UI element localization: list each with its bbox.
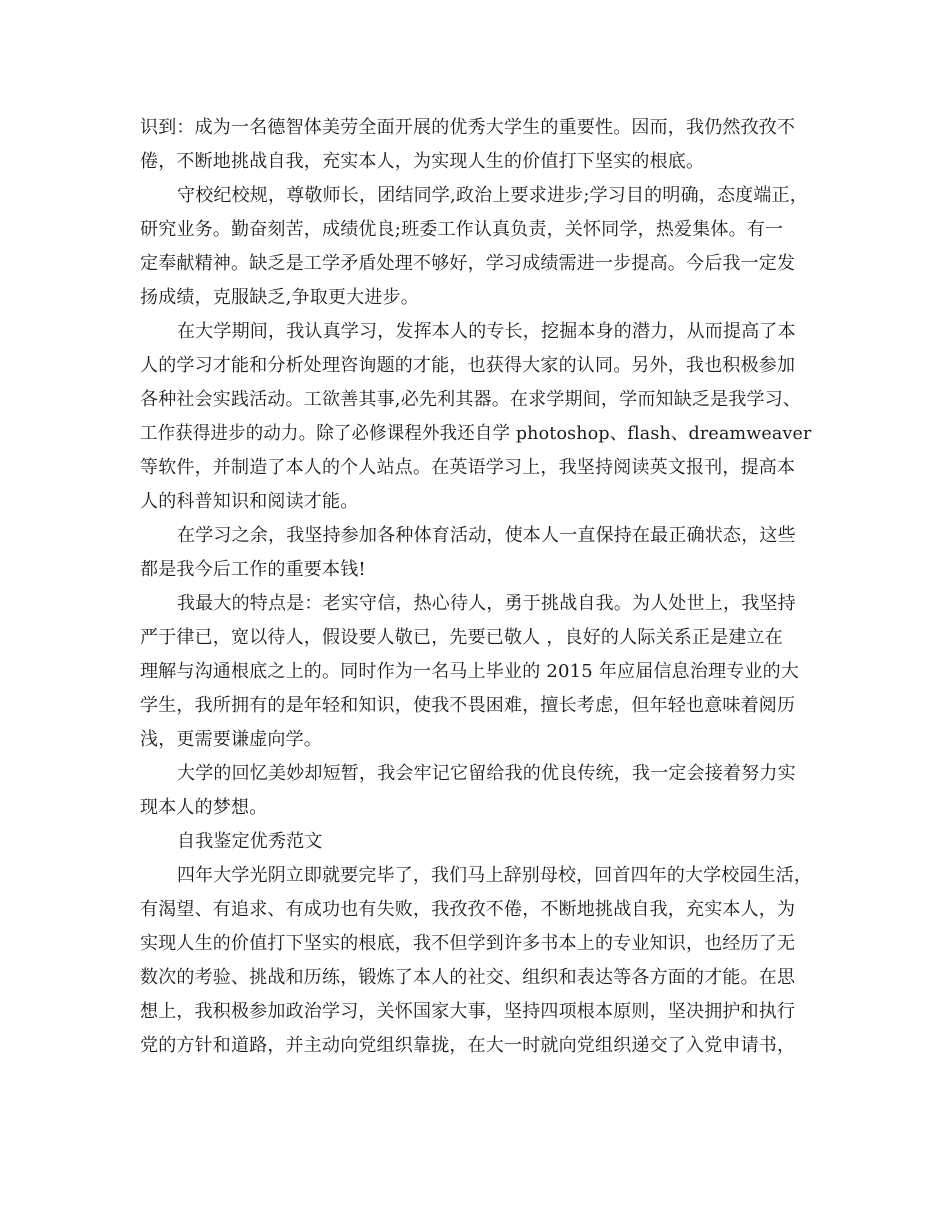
text-line: 我最大的特点是：老实守信，热心待人，勇于挑战自我。为人处世上，我坚持 bbox=[177, 593, 796, 614]
text-line: 等软件，并制造了本人的个人站点。在英语学习上，我坚持阅读英文报刊，提高本 bbox=[140, 457, 796, 478]
text-line: 有渴望、有追求、有成功也有失败，我孜孜不倦，不断地挑战自我，充实本人，为 bbox=[140, 899, 796, 920]
text-line: 工作获得进步的动力。除了必修课程外我还自学 photoshop、flash、dreamweaver bbox=[140, 423, 812, 444]
section-heading: 自我鉴定优秀范文 bbox=[177, 831, 323, 852]
text-line: 浅，更需要谦虚向学。 bbox=[140, 729, 322, 750]
text-line: 想上，我积极参加政治学习，关怀国家大事，坚持四项根本原则，坚决拥护和执行 bbox=[140, 1001, 796, 1022]
text-line: 党的方针和道路，并主动向党组织靠拢，在大一时就向党组织递交了入党申请书， bbox=[140, 1035, 796, 1056]
text-line: 大学的回忆美妙却短暂，我会牢记它留给我的优良传统，我一定会接着努力实 bbox=[177, 763, 796, 784]
text-line: 学生，我所拥有的是年轻和知识，使我不畏困难，擅长考虑，但年轻也意味着阅历 bbox=[140, 695, 796, 716]
text-line: 现本人的梦想。 bbox=[140, 797, 268, 818]
text-line: 扬成绩，克服缺乏,争取更大进步。 bbox=[140, 287, 419, 308]
text-line: 守校纪校规，尊敬师长，团结同学,政治上要求进步;学习目的明确，态度端正， bbox=[177, 185, 808, 206]
text-line: 人的学习才能和分析处理咨询题的才能，也获得大家的认同。另外，我也积极参加 bbox=[140, 355, 796, 376]
text-line: 四年大学光阴立即就要完毕了，我们马上辞别母校，回首四年的大学校园生活， bbox=[177, 865, 813, 886]
text-line: 理解与沟通根底之上的。同时作为一名马上毕业的 2015 年应届信息治理专业的大 bbox=[140, 661, 800, 682]
text-line: 定奉献精神。缺乏是工学矛盾处理不够好，学习成绩需进一步提高。今后我一定发 bbox=[140, 253, 796, 274]
text-line: 研究业务。勤奋刻苦，成绩优良;班委工作认真负责，关怀同学，热爱集体。有一 bbox=[140, 219, 784, 240]
text-line: 都是我今后工作的重要本钱! bbox=[140, 559, 366, 580]
text-line: 在学习之余，我坚持参加各种体育活动，使本人一直保持在最正确状态，这些 bbox=[177, 525, 796, 546]
text-line: 识到：成为一名德智体美劳全面开展的优秀大学生的重要性。因而，我仍然孜孜不 bbox=[140, 117, 796, 138]
text-line: 严于律已，宽以待人，假设要人敬已，先要已敬人 ，良好的人际关系正是建立在 bbox=[140, 627, 783, 648]
text-line: 倦，不断地挑战自我，充实本人，为实现人生的价值打下坚实的根底。 bbox=[140, 151, 705, 172]
text-line: 数次的考验、挑战和历练，锻炼了本人的社交、组织和表达等各方面的才能。在思 bbox=[140, 967, 796, 988]
text-line: 实现人生的价值打下坚实的根底，我不但学到许多书本上的专业知识，也经历了无 bbox=[140, 933, 796, 954]
text-line: 各种社会实践活动。工欲善其事,必先利其器。在求学期间，学而知缺乏是我学习、 bbox=[140, 389, 802, 410]
text-line: 在大学期间，我认真学习，发挥本人的专长，挖掘本身的潜力，从而提高了本 bbox=[177, 321, 796, 342]
text-line: 人的科普知识和阅读才能。 bbox=[140, 491, 359, 512]
